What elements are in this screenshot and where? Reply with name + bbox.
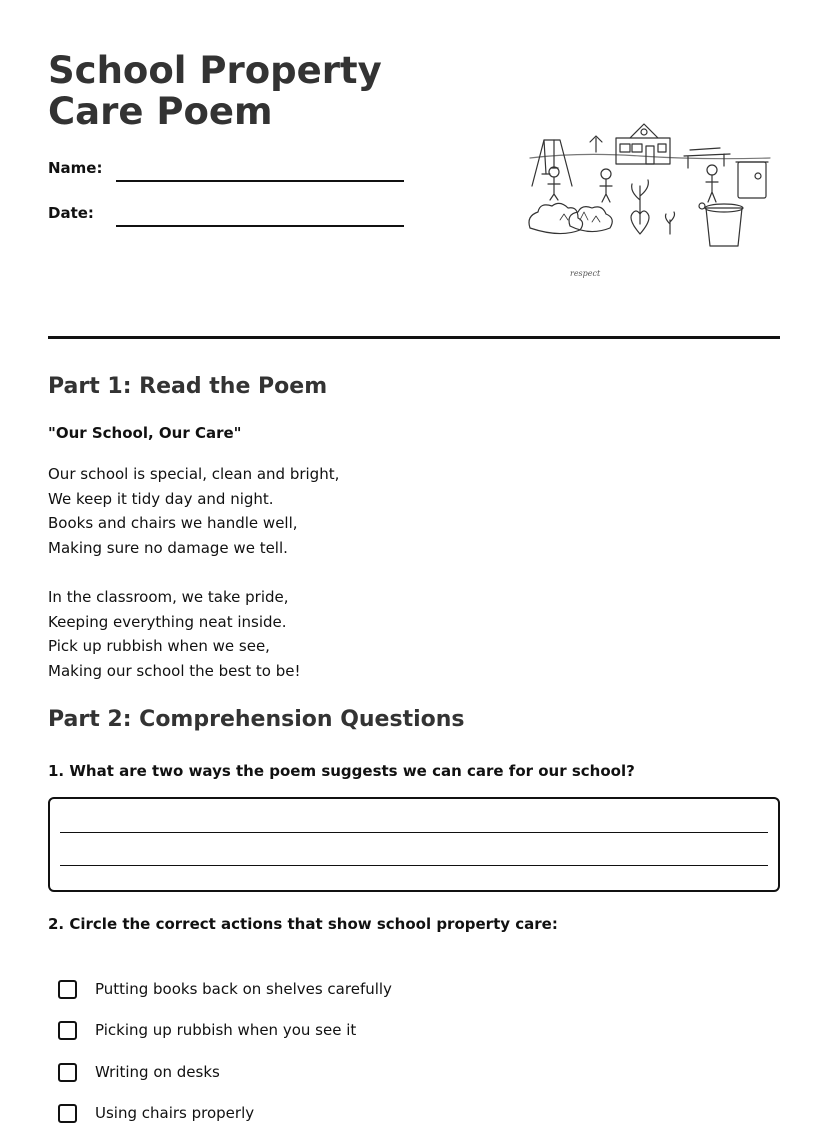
poem-stanza-1 bbox=[48, 462, 339, 560]
checkbox[interactable] bbox=[58, 1104, 77, 1123]
poem-line: Making sure no damage we tell. bbox=[48, 538, 288, 557]
poem-line: Making our school the best to be! bbox=[48, 661, 301, 680]
choice-label: Writing on desks bbox=[95, 1063, 220, 1081]
illustration-caption: respect bbox=[570, 269, 601, 278]
answer-box[interactable] bbox=[48, 797, 780, 892]
name-line[interactable] bbox=[116, 180, 404, 182]
header-divider bbox=[48, 336, 780, 339]
poem-line: Keeping everything neat inside. bbox=[48, 612, 287, 631]
checkbox[interactable] bbox=[58, 1063, 77, 1082]
choice-label: Using chairs properly bbox=[95, 1104, 255, 1122]
school-playground-illustration bbox=[520, 116, 780, 286]
checkbox[interactable] bbox=[58, 1021, 77, 1040]
choice-label: Picking up rubbish when you see it bbox=[95, 1021, 357, 1039]
poem-line: We keep it tidy day and night. bbox=[48, 489, 274, 508]
question-2: 2. Circle the correct actions that show school property care: bbox=[48, 915, 558, 933]
poem-line: Books and chairs we handle well, bbox=[48, 514, 298, 533]
checkbox[interactable] bbox=[58, 980, 77, 999]
part1-heading: Part 1: Read the Poem bbox=[48, 374, 328, 399]
choice-label: Putting books back on shelves carefully bbox=[95, 980, 392, 998]
poem-line: Pick up rubbish when we see, bbox=[48, 637, 270, 656]
date-line[interactable] bbox=[116, 225, 404, 227]
name-label: Name: bbox=[48, 159, 103, 177]
poem-title: "Our School, Our Care" bbox=[48, 424, 242, 442]
answer-line-2[interactable] bbox=[60, 865, 768, 866]
page-title: School Property Care Poem bbox=[48, 49, 382, 133]
part2-heading: Part 2: Comprehension Questions bbox=[48, 707, 465, 732]
date-label: Date: bbox=[48, 204, 94, 222]
poem-stanza-2 bbox=[48, 585, 300, 683]
answer-line-1[interactable] bbox=[60, 832, 768, 833]
poem-line: Our school is special, clean and bright, bbox=[48, 465, 340, 483]
poem-line: In the classroom, we take pride, bbox=[48, 588, 289, 606]
question-1: 1. What are two ways the poem suggests we can care for our school? bbox=[48, 762, 635, 780]
